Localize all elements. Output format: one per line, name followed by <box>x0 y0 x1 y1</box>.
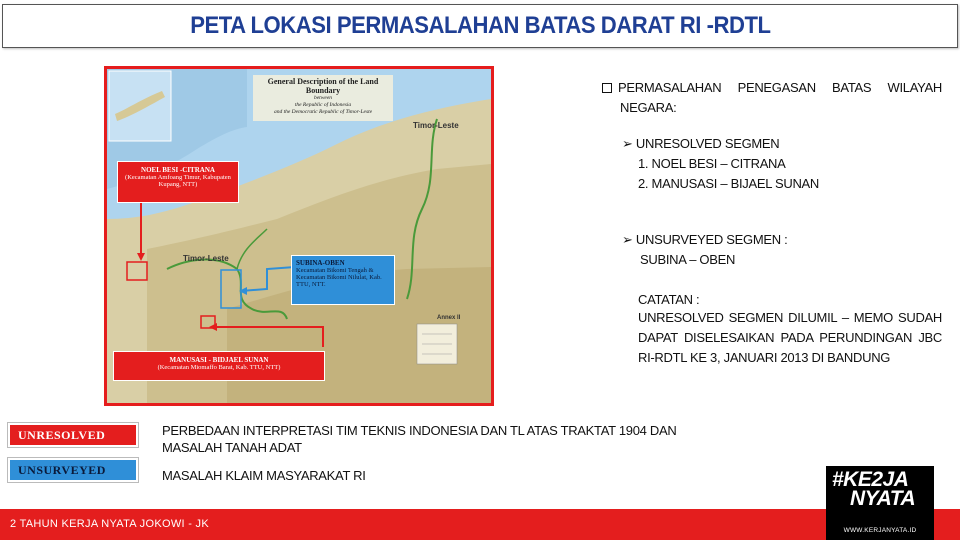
map-heading-title: General Description of the Land Boundary <box>267 77 379 95</box>
map-heading-sub1: between <box>313 95 333 101</box>
map-heading-sub2: the Republic of Indonesia <box>294 102 352 108</box>
slide-title-box <box>2 4 958 48</box>
footer-text: 2 TAHUN KERJA NYATA JOKOWI - JK <box>10 518 209 530</box>
legend-unresolved-desc: PERBEDAAN INTERPRETASI TIM TEKNIS INDONESIA DAN TL ATAS TRAKTAT 1904 DAN MASALAH TANAH ADAT <box>162 423 677 455</box>
arrow-bullet-icon: ➢ <box>622 232 636 247</box>
slide-title: PETA LOKASI PERMASALAHAN BATAS DARAT RI -RDTL <box>189 12 771 39</box>
unsurveyed-title: UNSURVEYED SEGMEN : <box>635 232 788 247</box>
callout-subina-oben <box>291 255 395 305</box>
kerja-nyata-logo <box>826 466 934 540</box>
callout-manusasi-title: MANUSASI - BIDJAEL SUNAN <box>169 356 269 364</box>
map-heading-sub3: and the Democratic Republic of Timor-Leste <box>273 109 373 115</box>
callout-noel-besi <box>117 161 239 203</box>
panel-heading-row <box>602 78 942 118</box>
unsurveyed-item: SUBINA – OBEN <box>640 252 736 267</box>
checkbox-bullet-icon <box>602 83 612 93</box>
unresolved-item-2: 2. MANUSASI – BIJAEL SUNAN <box>638 176 819 191</box>
legend-unsurveyed-desc: MASALAH KLAIM MASYARAKAT RI <box>162 468 366 483</box>
callout-subina-oben-title: SUBINA-OBEN <box>296 259 345 267</box>
arrow-bullet-icon: ➢ <box>622 136 636 151</box>
logo-url: WWW.KERJANYATA.ID <box>843 527 917 534</box>
callout-manusasi <box>113 351 325 381</box>
boundary-map <box>104 66 494 406</box>
logo-line-2: NYATA <box>850 487 916 510</box>
unresolved-title-row <box>622 134 779 154</box>
unsurveyed-title-row <box>622 230 787 250</box>
map-label-timor-leste-w: Timor-Leste <box>183 254 229 263</box>
unresolved-title: UNRESOLVED SEGMEN <box>635 136 780 151</box>
callout-noel-besi-title: NOEL BESI -CITRANA <box>141 166 215 174</box>
unresolved-item-1: 1. NOEL BESI – CITRANA <box>638 156 786 171</box>
footer-bar <box>0 509 960 540</box>
callout-noel-besi-sub: (Kecamatan Amfoang Timur, Kabupaten Kupang, NTT) <box>125 174 231 188</box>
map-label-timor-leste-ne: Timor-Leste <box>413 121 459 130</box>
map-label-annex: Annex II <box>437 315 461 321</box>
logo-line-1: #KE2JA <box>832 468 909 491</box>
panel-heading: PERMASALAHAN PENEGASAN BATAS WILAYAH NEGARA: <box>618 80 942 115</box>
legend-unsurveyed-badge: UNSURVEYED <box>8 458 138 482</box>
logo-wordmark <box>832 470 915 508</box>
note-body: UNRESOLVED SEGMEN DILUMIL – MEMO SUDAH DAPAT DISELESAIKAN PADA PERUNDINGAN JBC RI-RDTL KE 3, JANUARI 2013 DI BANDUNG <box>638 310 942 365</box>
callout-subina-oben-sub: Kecamatan Bikomi Tengah & Kecamatan Bikomi Nilulat, Kab. TTU, NTT. <box>296 267 382 288</box>
note-title: CATATAN : <box>638 292 700 307</box>
callout-manusasi-sub: (Kecamatan Miomaffo Barat, Kab. TTU, NTT) <box>157 364 281 371</box>
legend-unresolved-badge: UNRESOLVED <box>8 423 138 447</box>
map-heading <box>253 77 393 116</box>
